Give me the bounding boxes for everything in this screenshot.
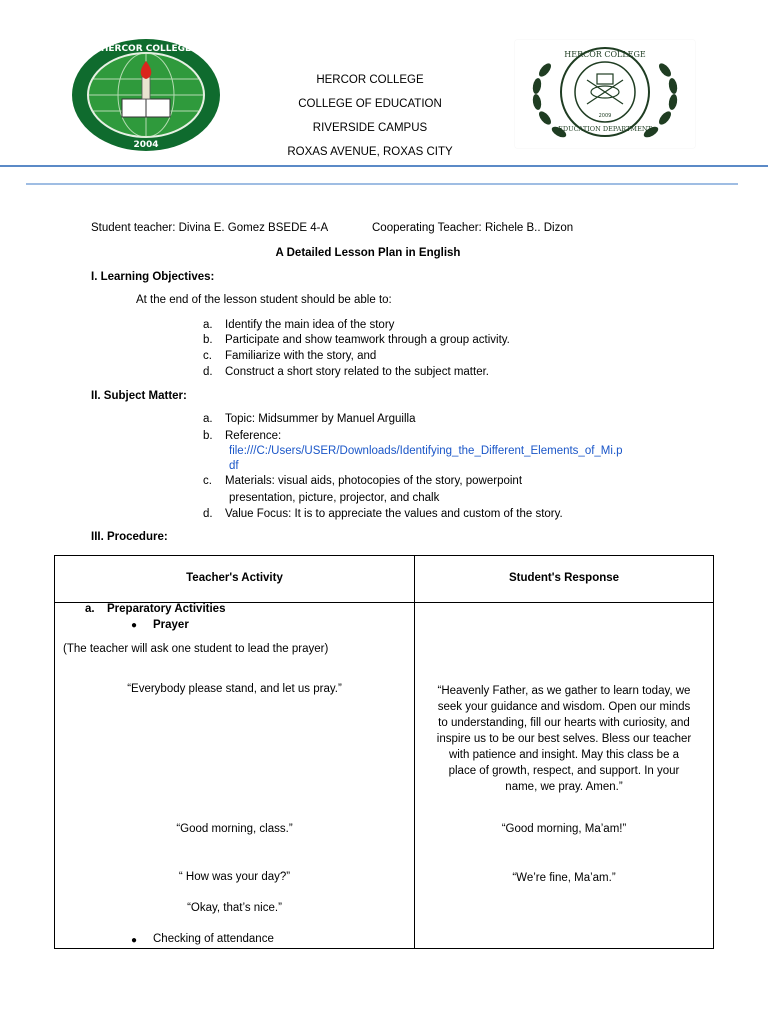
prayer-note: (The teacher will ask one student to lead the prayer) <box>63 643 329 655</box>
subject-topic: a. Topic: Midsummer by Manuel Arguilla <box>203 413 416 425</box>
teacher-line-nice: “Okay, that’s nice.” <box>187 902 282 914</box>
objectives-heading: I. Learning Objectives: <box>91 271 215 283</box>
hercor-college-logo <box>62 35 230 155</box>
preparatory-marker: a. <box>85 603 95 615</box>
teacher-line-greeting: “Good morning, class.” <box>176 823 293 835</box>
bullet-icon: ● <box>131 620 138 631</box>
teacher-line-how-was-day: “ How was your day?” <box>178 871 291 883</box>
objective-item: a. Identify the main idea of the story <box>203 319 395 331</box>
column-header-teacher: Teacher's Activity <box>186 572 283 584</box>
header-line: RIVERSIDE CAMPUS <box>312 122 428 134</box>
objective-item: d. Construct a short story related to the subject matter. <box>203 366 489 378</box>
subject-heading: II. Subject Matter: <box>91 390 187 402</box>
procedure-heading: III. Procedure: <box>91 531 168 543</box>
document-title: A Detailed Lesson Plan in English <box>275 247 461 259</box>
subject-materials: c. Materials: visual aids, photocopies of the story, powerpoint <box>203 475 523 487</box>
objective-item: c. Familiarize with the story, and <box>203 350 377 362</box>
header-line: HERCOR COLLEGE <box>316 74 424 86</box>
objective-item: b. Participate and show teamwork through a group activity. <box>203 334 510 346</box>
attendance-label: Checking of attendance <box>153 933 274 945</box>
subject-value-focus: d. Value Focus: It is to appreciate the values and custom of the story. <box>203 508 563 520</box>
reference-link-continued[interactable]: df <box>229 460 239 472</box>
column-header-student: Student's Response <box>508 572 620 584</box>
logo-right-text: HERCOR COLLEGE <box>564 50 646 59</box>
header-line: COLLEGE OF EDUCATION <box>298 98 442 110</box>
header-line: ROXAS AVENUE, ROXAS CITY <box>287 146 453 158</box>
logo-left-year: 2004 <box>133 140 159 150</box>
prayer-label: Prayer <box>153 619 189 631</box>
reference-link[interactable]: file:///C:/Users/USER/Downloads/Identifying_the_Different_Elements_of_Mi.p <box>229 445 623 457</box>
logo-right-subtext: EDUCATION DEPARTMENT <box>558 125 652 133</box>
education-department-seal <box>515 40 695 148</box>
student-line-fine: “We’re fine, Ma’am.” <box>512 872 616 884</box>
institution-header <box>210 72 530 168</box>
teacher-line-pray: “Everybody please stand, and let us pray.” <box>127 683 342 695</box>
header-divider-secondary <box>26 183 738 185</box>
subject-materials-continued: presentation, picture, projector, and chalk <box>229 492 440 504</box>
subject-reference: b. Reference: <box>203 430 282 442</box>
objectives-intro: At the end of the lesson student should be able to: <box>136 294 392 306</box>
student-prayer: “Heavenly Father, as we gather to learn today, we seek your guidance and wisdom. Open our minds to understanding, fill our hearts with curiosity, and inspire us to be our best selves. Bless our teacher with patience and insight. May this class be a place of growth, respect, and support. In your name, we pray. Amen.” <box>436 685 692 793</box>
cooperating-teacher: Cooperating Teacher: Richele B.. Dizon <box>372 222 574 234</box>
logo-left-text: HERCOR COLLEGE <box>100 44 192 54</box>
student-teacher: Student teacher: Divina E. Gomez BSEDE 4-A <box>91 222 329 234</box>
procedure-table <box>54 555 714 949</box>
student-line-greeting: “Good morning, Ma’am!” <box>501 823 627 835</box>
preparatory-title: Preparatory Activities <box>107 603 226 615</box>
logo-right-year: 2009 <box>598 113 612 119</box>
bullet-icon: ● <box>131 935 138 946</box>
header-divider <box>0 165 768 167</box>
